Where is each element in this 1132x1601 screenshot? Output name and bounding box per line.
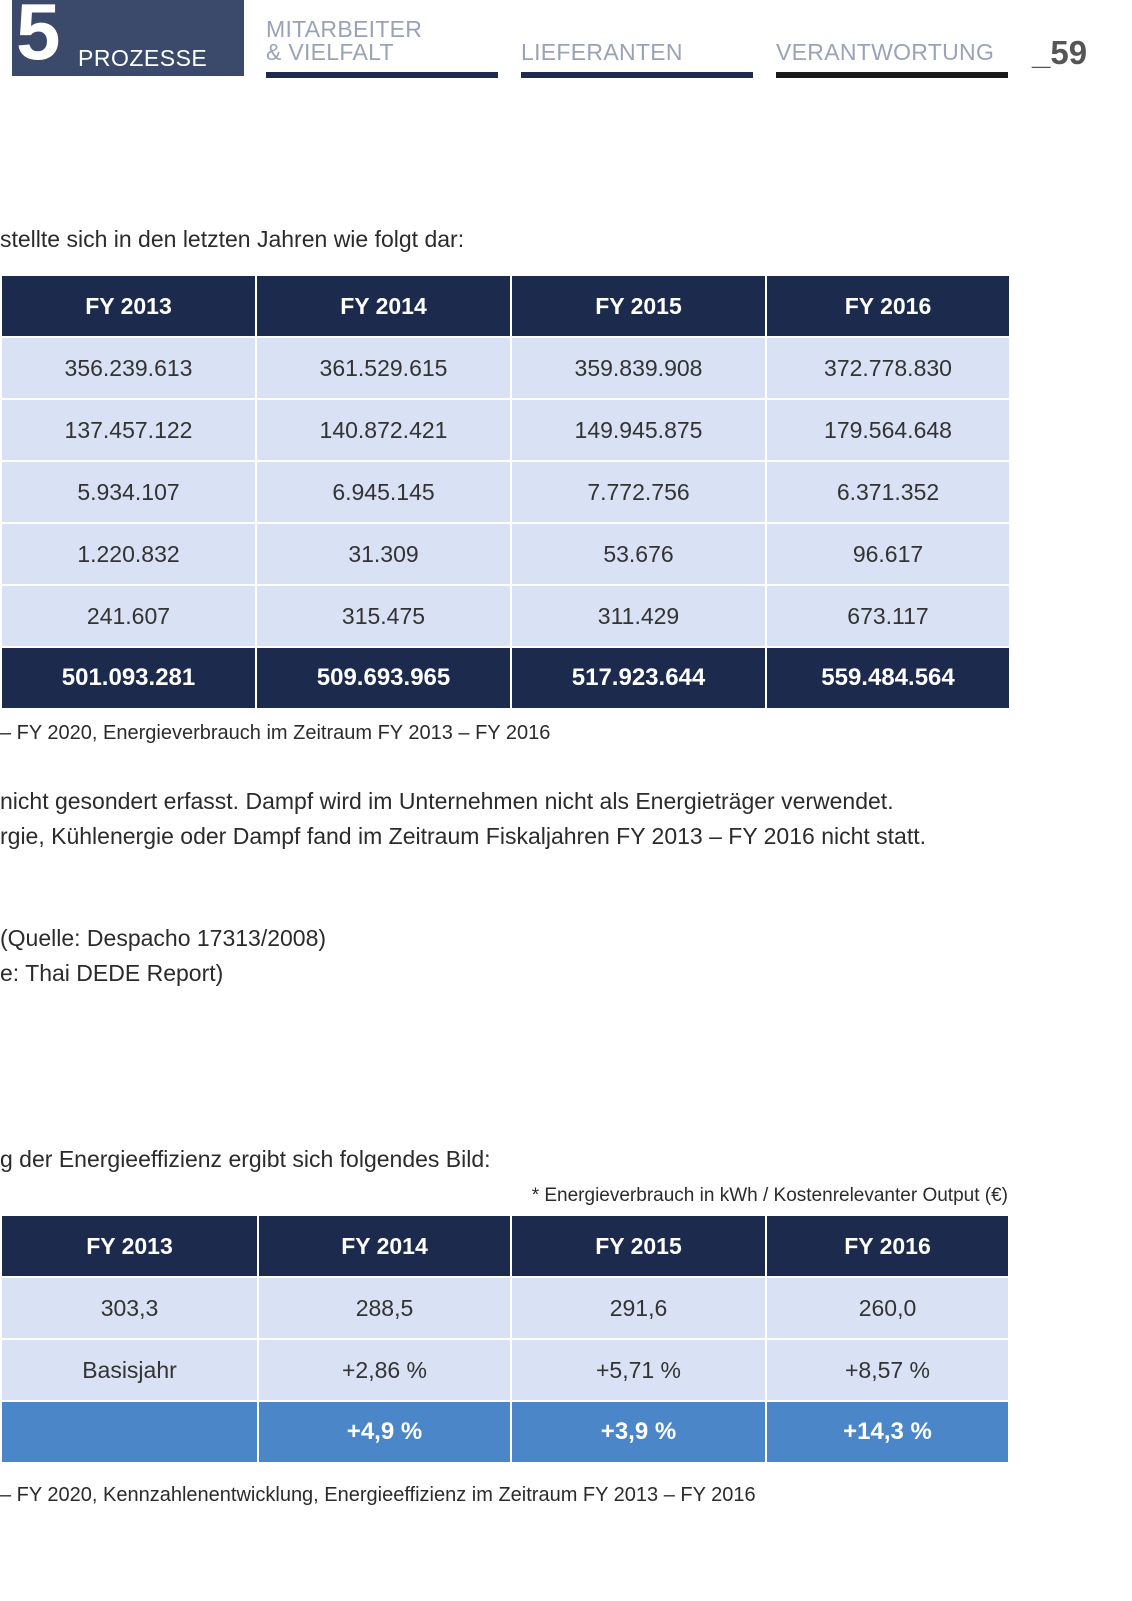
tab-label: VERANTWORTUNG: [776, 39, 995, 65]
column-header: FY 2014: [258, 1215, 511, 1277]
efficiency-intro-text: g der Energieeffizienz ergibt sich folgendes Bild:: [0, 1146, 491, 1172]
table-cell: 356.239.613: [1, 337, 256, 399]
tab-underline: [776, 72, 1008, 78]
column-header: FY 2016: [766, 1215, 1009, 1277]
highlight-cell: +3,9 %: [511, 1401, 766, 1463]
table-cell: 6.945.145: [256, 461, 511, 523]
total-cell: 559.484.564: [766, 647, 1010, 709]
efficiency-unit-note: * Energieverbrauch in kWh / Kostenrelevanter Output (€): [531, 1185, 1008, 1206]
highlight-cell: +14,3 %: [766, 1401, 1009, 1463]
tab-underline: [521, 72, 753, 78]
paragraph-line: rgie, Kühlenergie oder Dampf fand im Zeitraum Fiskaljahren FY 2013 – FY 2016 nicht statt.: [0, 823, 927, 849]
column-header: FY 2013: [1, 275, 256, 337]
table-cell: 6.371.352: [766, 461, 1010, 523]
table-row: [1, 1339, 1009, 1401]
tab-lieferanten[interactable]: [521, 0, 753, 78]
column-header: FY 2014: [256, 275, 511, 337]
table-cell: 1.220.832: [1, 523, 256, 585]
table-cell: 31.309: [256, 523, 511, 585]
table-cell: 673.117: [766, 585, 1010, 647]
table-cell: +5,71 %: [511, 1339, 766, 1401]
column-header: FY 2013: [1, 1215, 258, 1277]
table-cell: 179.564.648: [766, 399, 1010, 461]
table-row: [1, 523, 1010, 585]
table-cell: 5.934.107: [1, 461, 256, 523]
table-cell: 359.839.908: [511, 337, 766, 399]
table-cell: 372.778.830: [766, 337, 1010, 399]
paragraph-line: nicht gesondert erfasst. Dampf wird im Unternehmen nicht als Energieträger verwendet.: [0, 788, 894, 814]
tab-label-line1: MITARBEITER: [266, 16, 423, 42]
source-line: (Quelle: Despacho 17313/2008): [0, 925, 327, 951]
tab-underline: [266, 72, 498, 78]
tab-verantwortung[interactable]: [776, 0, 1008, 78]
total-cell: 517.923.644: [511, 647, 766, 709]
energy-table: [0, 274, 1011, 710]
page-number: _59: [1032, 34, 1088, 71]
energy-table-source: – FY 2020, Energieverbrauch im Zeitraum FY 2013 – FY 2016: [0, 722, 551, 744]
table-cell: 361.529.615: [256, 337, 511, 399]
efficiency-table: [0, 1214, 1010, 1464]
table-row: [1, 337, 1010, 399]
table-cell: 260,0: [766, 1277, 1009, 1339]
table-cell: 149.945.875: [511, 399, 766, 461]
section-badge[interactable]: [12, 0, 244, 76]
efficiency-table-source: – FY 2020, Kennzahlenentwicklung, Energieeffizienz im Zeitraum FY 2013 – FY 2016: [0, 1484, 756, 1506]
tab-mitarbeiter-vielfalt[interactable]: [266, 0, 498, 78]
table-row: [1, 461, 1010, 523]
table-cell: 288,5: [258, 1277, 511, 1339]
energy-intro-text: stellte sich in den letzten Jahren wie folgt dar:: [0, 226, 465, 252]
column-header: FY 2015: [511, 1215, 766, 1277]
section-label: PROZESSE: [78, 45, 208, 71]
highlight-cell: +4,9 %: [258, 1401, 511, 1463]
column-header: FY 2016: [766, 275, 1010, 337]
table-cell: 140.872.421: [256, 399, 511, 461]
table-cell: 53.676: [511, 523, 766, 585]
table-cell: 291,6: [511, 1277, 766, 1339]
tab-label-line2: & VIELFALT: [266, 39, 394, 65]
table-row: [1, 585, 1010, 647]
highlight-cell: [1, 1401, 258, 1463]
total-cell: 501.093.281: [1, 647, 256, 709]
table-row: [1, 1277, 1009, 1339]
total-cell: 509.693.965: [256, 647, 511, 709]
tab-label: LIEFERANTEN: [521, 39, 683, 65]
table-cell: 315.475: [256, 585, 511, 647]
table-cell: 311.429: [511, 585, 766, 647]
table-highlight-row: [1, 1401, 1009, 1463]
table-cell: +2,86 %: [258, 1339, 511, 1401]
section-number: 5: [16, 0, 61, 76]
table-header-row: [1, 1215, 1009, 1277]
table-cell: 241.607: [1, 585, 256, 647]
table-cell: 303,3: [1, 1277, 258, 1339]
table-header-row: [1, 275, 1010, 337]
table-cell: 96.617: [766, 523, 1010, 585]
source-line: e: Thai DEDE Report): [0, 960, 224, 986]
table-cell: +8,57 %: [766, 1339, 1009, 1401]
table-row: [1, 399, 1010, 461]
table-cell: 7.772.756: [511, 461, 766, 523]
table-cell: Basisjahr: [1, 1339, 258, 1401]
table-total-row: [1, 647, 1010, 709]
table-cell: 137.457.122: [1, 399, 256, 461]
column-header: FY 2015: [511, 275, 766, 337]
